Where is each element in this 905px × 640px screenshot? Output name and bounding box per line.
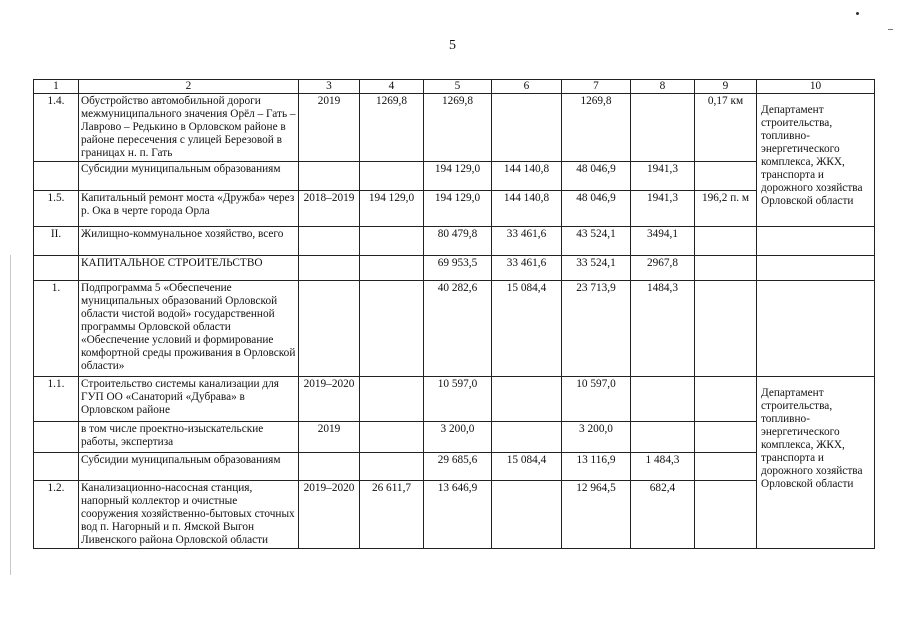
cell-col6: [492, 377, 562, 422]
table-row: [34, 281, 875, 377]
cell-col4: [360, 256, 424, 281]
cell-col5: 1269,8: [424, 94, 492, 162]
cell-col6: 33 461,6: [492, 227, 562, 256]
row-name: Обустройство автомобильной дороги межмуниципального значения Орёл – Гать – Лаврово – Редькино в Орловском районе в районе пересечения с улицей Березовой в границах н. п. Гать: [79, 94, 299, 162]
row-number: 1.5.: [34, 191, 79, 227]
row-number: [34, 422, 79, 453]
cell-col8: [631, 377, 695, 422]
scan-margin-line: [10, 255, 11, 575]
cell-col5: 40 282,6: [424, 281, 492, 377]
cell-col6: [492, 481, 562, 549]
row-year: [299, 227, 360, 256]
cell-col9: [695, 377, 757, 422]
cell-col9: 196,2 п. м: [695, 191, 757, 227]
cell-col7: 23 713,9: [562, 281, 631, 377]
cell-col9: [695, 281, 757, 377]
row-year: [299, 453, 360, 481]
column-header: 8: [631, 80, 695, 94]
cell-col9: [695, 227, 757, 256]
cell-col5: 69 953,5: [424, 256, 492, 281]
cell-col7: 48 046,9: [562, 162, 631, 191]
cell-col4: [360, 422, 424, 453]
row-year: [299, 281, 360, 377]
cell-col8: 1484,3: [631, 281, 695, 377]
row-name: Канализационно-насосная станция, напорный коллектор и очистные сооружения хозяйственно-бытовых сточных вод п. Нагорный и п. Ямской Выгон Ливенского района Орловской области: [79, 481, 299, 549]
row-year: 2019–2020: [299, 377, 360, 422]
table-row: [34, 94, 875, 162]
row-name: Капитальный ремонт моста «Дружба» через р. Ока в черте города Орла: [79, 191, 299, 227]
empty-cell: [757, 256, 875, 281]
column-header: 6: [492, 80, 562, 94]
cell-col7: 12 964,5: [562, 481, 631, 549]
cell-col7: 3 200,0: [562, 422, 631, 453]
table-header-row: [34, 80, 875, 94]
column-header: 10: [757, 80, 875, 94]
cell-col7: 1269,8: [562, 94, 631, 162]
cell-col9: [695, 422, 757, 453]
row-number: [34, 453, 79, 481]
cell-col5: 10 597,0: [424, 377, 492, 422]
cell-col8: 682,4: [631, 481, 695, 549]
cell-col8: 2967,8: [631, 256, 695, 281]
row-number: [34, 162, 79, 191]
cell-col6: 15 084,4: [492, 453, 562, 481]
cell-col8: [631, 422, 695, 453]
cell-col5: 13 646,9: [424, 481, 492, 549]
empty-cell: [757, 227, 875, 256]
cell-col8: [631, 94, 695, 162]
table-row: [34, 256, 875, 281]
cell-col7: 33 524,1: [562, 256, 631, 281]
row-name: КАПИТАЛЬНОЕ СТРОИТЕЛЬСТВО: [79, 256, 299, 281]
table-row: [34, 191, 875, 227]
table-row: [34, 162, 875, 191]
department-cell: Департамент строительства, топливно-энергетического комплекса, ЖКХ, транспорта и дорожного хозяйства Орловской области: [757, 94, 875, 227]
page-number: 5: [449, 38, 456, 53]
row-name: Подпрограмма 5 «Обеспечение муниципальных образований Орловской области чистой водой» государственной программы Орловской области «Обеспечение условий и формирование комфортной среды проживания в Орловской области»: [79, 281, 299, 377]
cell-col7: 43 524,1: [562, 227, 631, 256]
column-header: 4: [360, 80, 424, 94]
cell-col4: 194 129,0: [360, 191, 424, 227]
cell-col9: [695, 481, 757, 549]
cell-col9: [695, 256, 757, 281]
cell-col5: 3 200,0: [424, 422, 492, 453]
row-name: Субсидии муниципальным образованиям: [79, 453, 299, 481]
cell-col5: 29 685,6: [424, 453, 492, 481]
column-header: 5: [424, 80, 492, 94]
cell-col4: [360, 453, 424, 481]
row-number: 1.2.: [34, 481, 79, 549]
cell-col8: 1 484,3: [631, 453, 695, 481]
row-name: в том числе проектно-изыскательские работы, экспертиза: [79, 422, 299, 453]
cell-col6: 144 140,8: [492, 191, 562, 227]
empty-cell: [757, 281, 875, 377]
cell-col4: [360, 162, 424, 191]
cell-col4: [360, 227, 424, 256]
row-number: [34, 256, 79, 281]
row-year: [299, 162, 360, 191]
cell-col8: 1941,3: [631, 162, 695, 191]
row-year: 2019: [299, 94, 360, 162]
department-cell: Департамент строительства, топливно-энергетического комплекса, ЖКХ, транспорта и дорожного хозяйства Орловской области: [757, 377, 875, 549]
row-name: Жилищно-коммунальное хозяйство, всего: [79, 227, 299, 256]
cell-col9: 0,17 км: [695, 94, 757, 162]
cell-col5: 194 129,0: [424, 191, 492, 227]
cell-col6: 15 084,4: [492, 281, 562, 377]
cell-col4: 26 611,7: [360, 481, 424, 549]
column-header: 7: [562, 80, 631, 94]
cell-col6: 33 461,6: [492, 256, 562, 281]
cell-col5: 80 479,8: [424, 227, 492, 256]
column-header: 3: [299, 80, 360, 94]
row-number: 1.1.: [34, 377, 79, 422]
table-row: [34, 481, 875, 549]
column-header: 1: [34, 80, 79, 94]
cell-col6: [492, 422, 562, 453]
cell-col6: 144 140,8: [492, 162, 562, 191]
cell-col9: [695, 162, 757, 191]
cell-col5: 194 129,0: [424, 162, 492, 191]
cell-col4: 1269,8: [360, 94, 424, 162]
cell-col9: [695, 453, 757, 481]
row-name: Строительство системы канализации для ГУП ОО «Санаторий «Дубрава» в Орловском районе: [79, 377, 299, 422]
row-name: Субсидии муниципальным образованиям: [79, 162, 299, 191]
scan-mark: [888, 29, 893, 30]
cell-col7: 48 046,9: [562, 191, 631, 227]
budget-table: [33, 79, 875, 549]
table-row: [34, 377, 875, 422]
cell-col4: [360, 377, 424, 422]
cell-col8: 1941,3: [631, 191, 695, 227]
scan-dot: [856, 12, 859, 15]
cell-col4: [360, 281, 424, 377]
column-header: 9: [695, 80, 757, 94]
row-year: [299, 256, 360, 281]
row-year: 2019: [299, 422, 360, 453]
table-row: [34, 453, 875, 481]
row-number: II.: [34, 227, 79, 256]
table-row: [34, 227, 875, 256]
row-number: 1.4.: [34, 94, 79, 162]
cell-col6: [492, 94, 562, 162]
table-row: [34, 422, 875, 453]
cell-col7: 13 116,9: [562, 453, 631, 481]
column-header: 2: [79, 80, 299, 94]
row-number: 1.: [34, 281, 79, 377]
row-year: 2019–2020: [299, 481, 360, 549]
cell-col7: 10 597,0: [562, 377, 631, 422]
row-year: 2018–2019: [299, 191, 360, 227]
cell-col8: 3494,1: [631, 227, 695, 256]
